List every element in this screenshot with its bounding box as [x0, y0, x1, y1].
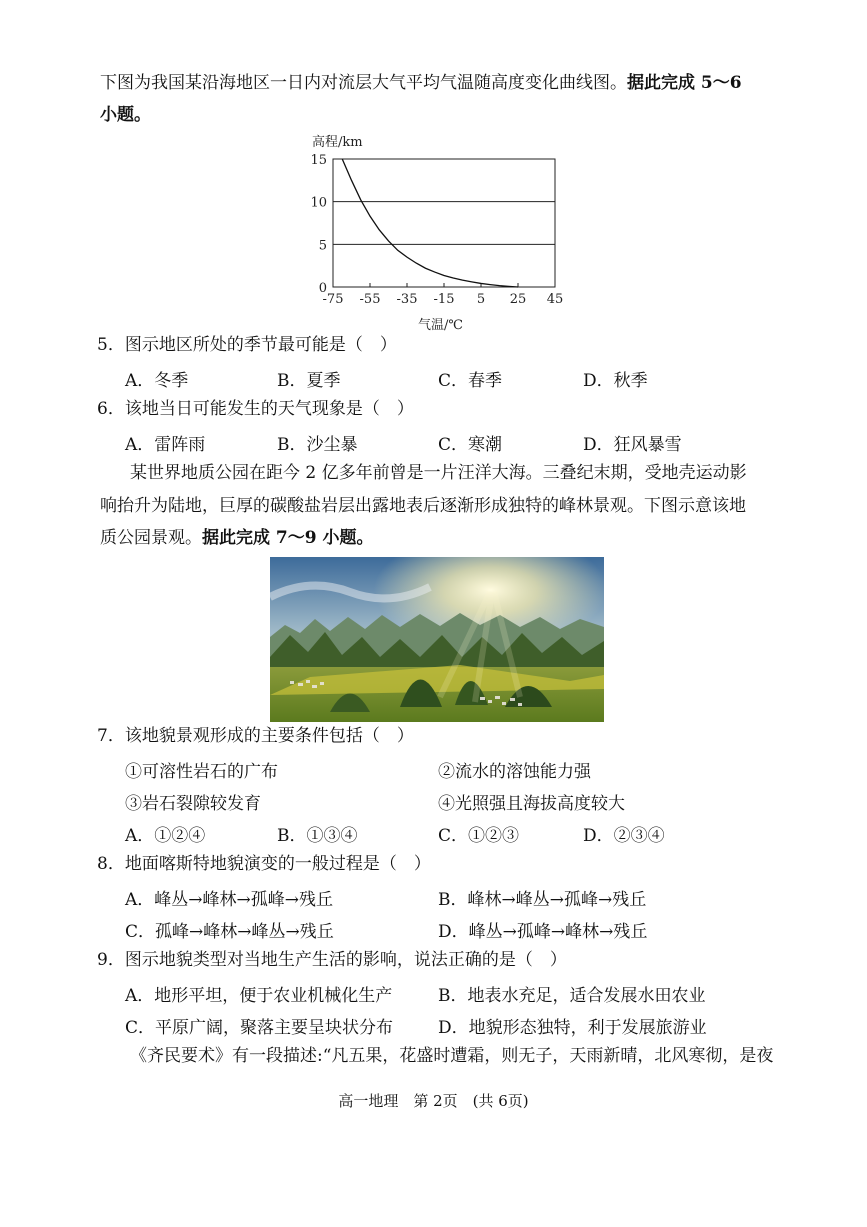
karst-landscape-photo — [270, 557, 604, 722]
q6-option-a: A．雷阵雨 — [125, 435, 206, 455]
chart-y-tick-label: 10 — [310, 195, 327, 211]
q7-item-4: ④光照强且海拔高度较大 — [438, 794, 625, 814]
q7-item-1: ①可溶性岩石的广布 — [125, 762, 278, 782]
q9-option-a: A．地形平坦，便于农业机械化生产 — [125, 986, 393, 1006]
chart-x-axis-label: 气温/℃ — [418, 318, 463, 333]
q7-option-c: C．①②③ — [438, 826, 520, 846]
chart-y-axis-label: 高程/km — [312, 135, 363, 150]
chart-x-tick-label: 25 — [509, 292, 527, 307]
page-footer: 高一地理 第 2页 (共 6页) — [338, 1092, 529, 1110]
karst-landscape-illustration — [270, 557, 604, 722]
q8-option-c: C．孤峰→峰林→峰丛→残丘 — [125, 922, 334, 942]
next-passage-start: 《齐民要术》有一段描述:“凡五果，花盛时遭霜，则无子，天雨新晴，北风寒彻，是夜 — [130, 1046, 774, 1066]
intro-paragraph-1: 下图为我国某沿海地区一日内对流层大气平均气温随高度变化曲线图。据此完成 5～6 — [100, 73, 742, 93]
chart-y-ticks — [310, 153, 327, 296]
q7-item-3: ③岩石裂隙较发育 — [125, 794, 261, 814]
q7-option-b: B．①③④ — [277, 826, 358, 846]
chart-y-tick-label: 15 — [310, 153, 327, 168]
q6-option-c: C．寒潮 — [438, 435, 503, 455]
intro-paragraph-2-line-3: 质公园景观。据此完成 7～9 小题。 — [100, 528, 374, 548]
chart-x-tick-label: -75 — [322, 292, 344, 307]
q5-option-c: C．春季 — [438, 371, 503, 391]
question-5-stem: 5．图示地区所处的季节最可能是（ ） — [97, 335, 397, 355]
intro-paragraph-2-line-1: 某世界地质公园在距今 2 亿多年前曾是一片汪洋大海。三叠纪末期，受地壳运动影 — [130, 463, 747, 483]
question-7-stem: 7．该地貌景观形成的主要条件包括（ ） — [97, 726, 414, 746]
q7-item-2: ②流水的溶蚀能力强 — [438, 762, 591, 782]
q8-option-b: B．峰林→峰丛→孤峰→残丘 — [438, 890, 647, 910]
chart-plot-frame — [333, 159, 555, 287]
intro-paragraph-1-end: 小题。 — [100, 105, 151, 125]
chart-x-tick-label: -15 — [433, 292, 455, 307]
intro-paragraph-2-line-2: 响抬升为陆地，巨厚的碳酸盐岩层出露地表后逐渐形成独特的峰林景观。下图示意该地 — [100, 496, 746, 516]
chart-y-tick-label: 0 — [318, 281, 327, 296]
chart-y-tick-label: 5 — [318, 238, 327, 254]
q9-option-d: D．地貌形态独特，利于发展旅游业 — [438, 1018, 707, 1038]
q6-option-b: B．沙尘暴 — [277, 435, 358, 455]
q9-option-c: C．平原广阔，聚落主要呈块状分布 — [125, 1018, 394, 1038]
q7-option-d: D．②③④ — [583, 826, 665, 846]
q8-option-a: A．峰丛→峰林→孤峰→残丘 — [125, 890, 334, 910]
q9-option-b: B．地表水充足，适合发展水田农业 — [438, 986, 706, 1006]
chart-x-tick-label: -35 — [396, 292, 418, 307]
q5-option-b: B．夏季 — [277, 371, 341, 391]
chart-x-tick-label: 45 — [546, 292, 564, 307]
q8-option-d: D．峰丛→孤峰→峰林→残丘 — [438, 922, 648, 942]
q5-option-a: A．冬季 — [125, 371, 189, 391]
chart-x-tick-label: -55 — [359, 292, 381, 307]
question-6-stem: 6．该地当日可能发生的天气现象是（ ） — [97, 399, 414, 419]
question-9-stem: 9．图示地貌类型对当地生产生活的影响，说法正确的是（ ） — [97, 950, 567, 970]
q5-option-d: D．秋季 — [583, 371, 648, 391]
chart-gridlines — [333, 202, 555, 245]
chart-x-tick-label: 5 — [476, 292, 486, 307]
question-8-stem: 8．地面喀斯特地貌演变的一般过程是（ ） — [97, 854, 431, 874]
temperature-altitude-chart — [300, 130, 570, 335]
q7-option-a: A．①②④ — [125, 826, 206, 846]
chart-series-line — [342, 159, 518, 287]
q6-option-d: D．狂风暴雪 — [583, 435, 682, 455]
